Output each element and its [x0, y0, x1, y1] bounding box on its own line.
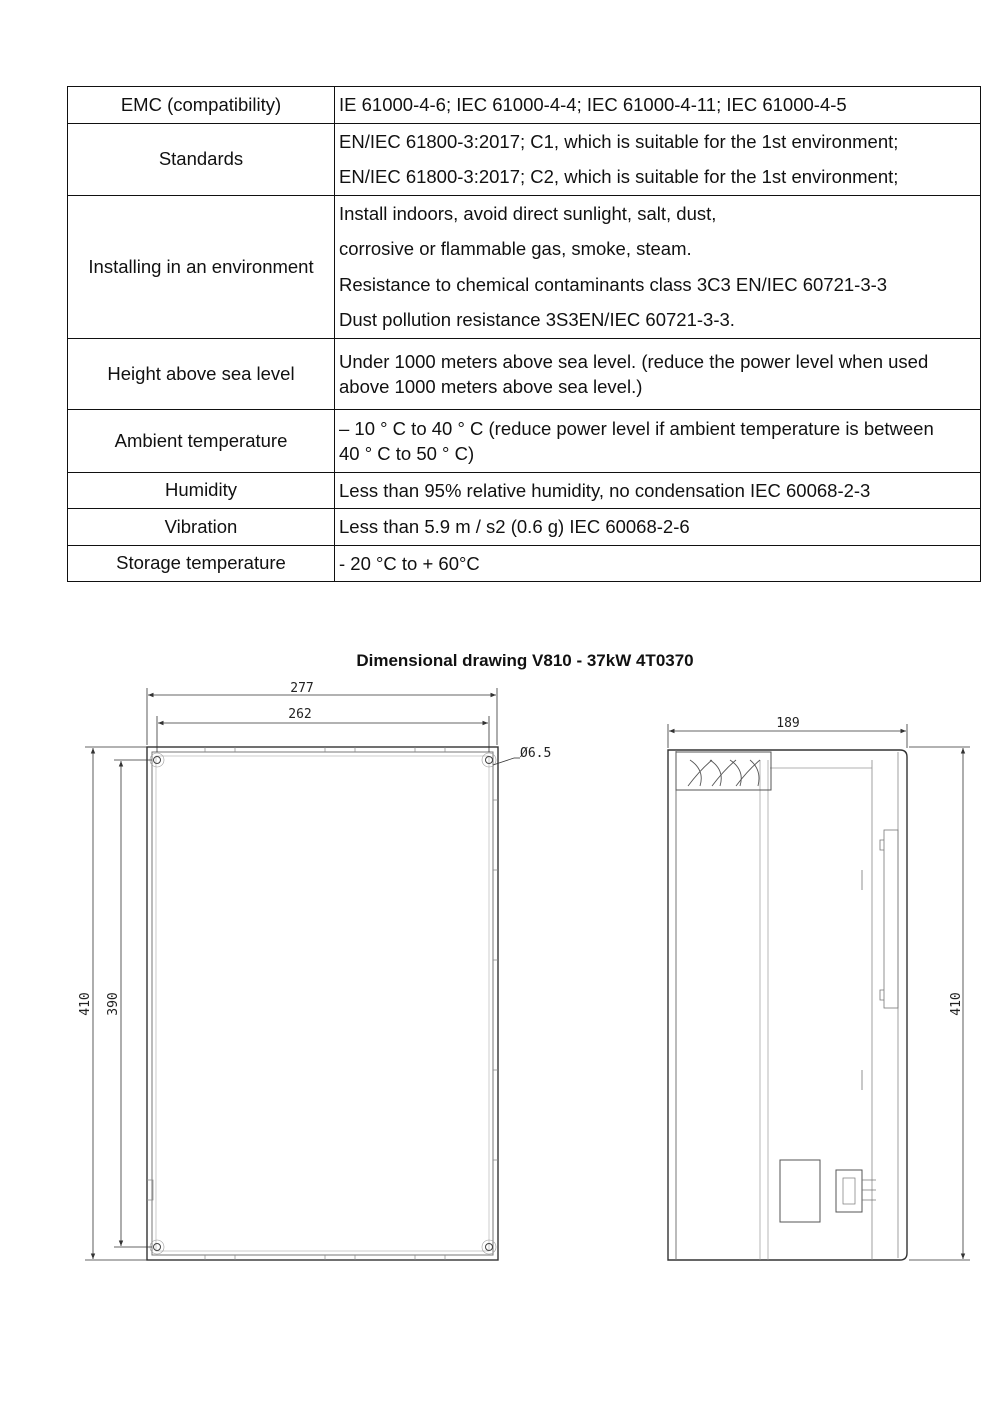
- dim-hole-diameter-leader: [493, 758, 520, 765]
- fan-icon: [688, 760, 760, 786]
- spec-line: IE 61000-4-6; IEC 61000-4-4; IEC 61000-4-11; IEC 61000-4-5: [339, 94, 847, 115]
- spec-label: Standards: [68, 123, 335, 195]
- spec-label: Installing in an environment: [68, 195, 335, 338]
- connector-icon: [836, 1170, 862, 1212]
- terminal-block: [780, 1160, 820, 1222]
- spec-line: 40 ° C to 50 ° C): [339, 442, 475, 464]
- dim-label-diameter: Ø6.5: [520, 746, 552, 761]
- spec-line: EN/IEC 61800-3:2017; C1, which is suitable for the 1st environment;: [339, 130, 899, 152]
- spec-label: Ambient temperature: [68, 409, 335, 472]
- mounting-hole-icons: [150, 753, 496, 1254]
- fan-housing: [676, 752, 771, 790]
- front-edge-notches: [147, 747, 498, 1260]
- spec-line: Install indoors, avoid direct sunlight, salt, dust,: [339, 202, 717, 224]
- front-outline: [147, 747, 498, 1260]
- spec-label: Storage temperature: [68, 545, 335, 582]
- side-view: [668, 750, 907, 1260]
- spec-line: EN/IEC 61800-3:2017; C2, which is suitable for the 1st environment;: [339, 166, 899, 187]
- spec-line: - 20 °C to + 60°C: [339, 552, 480, 574]
- front-inner-edge: [156, 756, 489, 1251]
- side-rail: [884, 830, 898, 1008]
- dim-outer-width: [147, 688, 497, 745]
- spec-line: above 1000 meters above sea level.): [339, 375, 643, 397]
- dim-label-262: 262: [288, 707, 312, 722]
- dim-label-277: 277: [290, 681, 314, 696]
- spec-label: Vibration: [68, 509, 335, 546]
- dim-label-189: 189: [776, 716, 800, 731]
- front-view: [147, 747, 498, 1260]
- spec-line: – 10 ° C to 40 ° C (reduce power level if ambient temperature is between: [339, 417, 934, 439]
- dim-label-410-side: 410: [949, 992, 964, 1016]
- spec-line: corrosive or flammable gas, smoke, steam.: [339, 238, 692, 259]
- front-inner-outline: [152, 752, 493, 1255]
- spec-label: EMC (compatibility): [68, 87, 335, 124]
- spec-label: Height above sea level: [68, 338, 335, 409]
- spec-line: Resistance to chemical contaminants class 3C3 EN/IEC 60721-3-3: [339, 273, 888, 295]
- dim-label-410-front: 410: [78, 992, 93, 1016]
- spec-line: Less than 95% relative humidity, no condensation IEC 60068-2-3: [339, 479, 871, 501]
- spec-label: Humidity: [68, 472, 335, 509]
- spec-line: Dust pollution resistance 3S3EN/IEC 60721-3-3.: [339, 309, 735, 330]
- spec-line: Under 1000 meters above sea level. (reduce the power level when used: [339, 350, 929, 372]
- spec-line: Less than 5.9 m / s2 (0.6 g) IEC 60068-2-6: [339, 516, 690, 537]
- drawing-title: Dimensional drawing V810 - 37kW 4T0370: [356, 651, 694, 670]
- dim-label-390: 390: [106, 992, 121, 1016]
- side-outline: [668, 750, 907, 1260]
